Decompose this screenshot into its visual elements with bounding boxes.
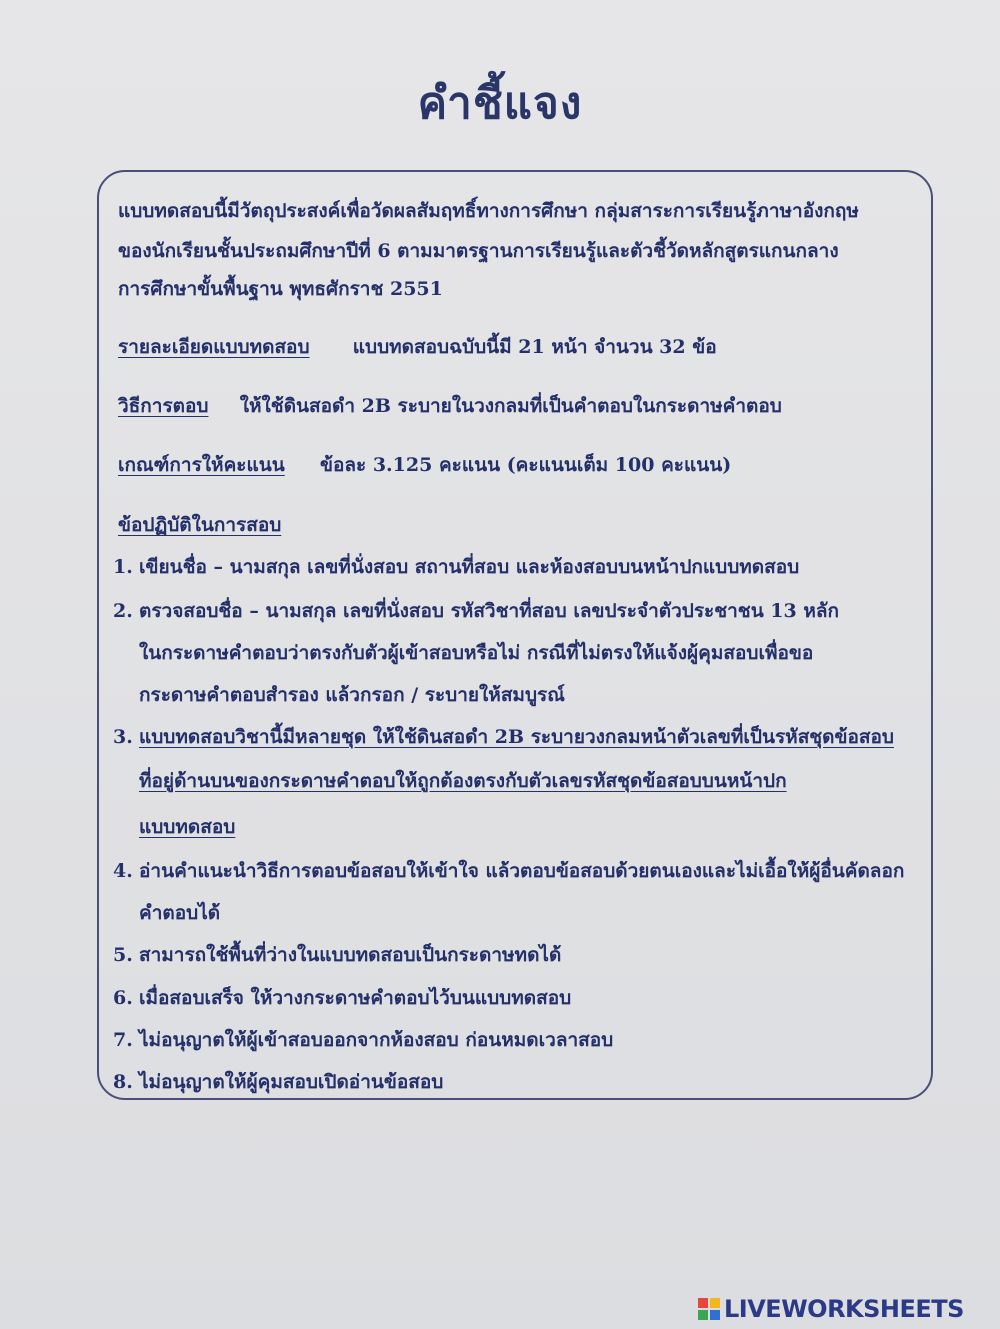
- rule-text: เขียนชื่อ – นามสกุล เลขที่นั่งสอบ สถานที่สอบ และห้องสอบบนหน้าปกแบบทดสอบ: [139, 556, 800, 578]
- logo-square: [698, 1298, 708, 1308]
- rule-text: ตรวจสอบชื่อ – นามสกุล เลขที่นั่งสอบ รหัสวิชาที่สอบ เลขประจำตัวประชาชน 13 หลัก: [139, 600, 840, 622]
- page-title: คำชี้แจง: [417, 78, 583, 129]
- rule-4: [113, 856, 904, 886]
- intro-line-3: การศึกษาขั้นพื้นฐาน พุทธศักราช 2551: [118, 278, 443, 300]
- details-label: รายละเอียดแบบทดสอบ: [118, 336, 310, 358]
- rule-3: [113, 722, 894, 752]
- rule-1: [113, 552, 799, 582]
- rule-2: [113, 596, 839, 626]
- intro-line-1: แบบทดสอบนี้มีวัตถุประสงค์เพื่อวัดผลสัมฤทธิ์ทางการศึกษา กลุ่มสาระการเรียนรู้ภาษาอังกฤษ: [118, 200, 859, 222]
- rule-text: อ่านคำแนะนำวิธีการตอบข้อสอบให้เข้าใจ แล้วตอบข้อสอบด้วยตนเองและไม่เอื้อให้ผู้อื่นคัดลอก: [139, 860, 905, 882]
- rule-text: เมื่อสอบเสร็จ ให้วางกระดาษคำตอบไว้บนแบบทดสอบ: [139, 987, 572, 1009]
- rule-5: [113, 940, 561, 970]
- details-text: แบบทดสอบฉบับนี้มี 21 หน้า จำนวน 32 ข้อ: [352, 336, 717, 358]
- rule-text: ไม่อนุญาตให้ผู้เข้าสอบออกจากห้องสอบ ก่อนหมดเวลาสอบ: [139, 1029, 614, 1051]
- method-text: ให้ใช้ดินสอดำ 2B ระบายในวงกลมที่เป็นคำตอบในกระดาษคำตอบ: [239, 395, 782, 417]
- rule-6: [113, 983, 571, 1013]
- scoring-label: เกณฑ์การให้คะแนน: [118, 454, 285, 476]
- method-row: [118, 391, 782, 421]
- rule-number: 6.: [113, 987, 133, 1009]
- logo-square: [710, 1310, 720, 1320]
- rule-text: สามารถใช้พื้นที่ว่างในแบบทดสอบเป็นกระดาษทดได้: [139, 944, 562, 966]
- rule-3-line-2: ที่อยู่ด้านบนของกระดาษคำตอบให้ถูกต้องตรงกับตัวเลขรหัสชุดข้อสอบบนหน้าปก: [139, 770, 787, 792]
- details-row: [118, 332, 717, 362]
- rule-number: 3.: [113, 726, 133, 748]
- watermark-text: LIVEWORKSHEETS: [724, 1295, 964, 1323]
- rule-number: 5.: [113, 944, 133, 966]
- rule-7: [113, 1025, 613, 1055]
- rule-4-line-2: คำตอบได้: [139, 902, 221, 924]
- rule-text: แบบทดสอบวิชานี้มีหลายชุด ให้ใช้ดินสอดำ 2B ระบายวงกลมหน้าตัวเลขที่เป็นรหัสชุดข้อสอบ: [139, 726, 894, 748]
- rules-heading: ข้อปฏิบัติในการสอบ: [118, 514, 282, 536]
- liveworksheets-logo-icon: [698, 1298, 720, 1320]
- method-label: วิธีการตอบ: [118, 395, 209, 417]
- scoring-row: [118, 450, 731, 480]
- rule-2-line-3: กระดาษคำตอบสำรอง แล้วกรอก / ระบายให้สมบูรณ์: [139, 684, 565, 706]
- logo-square: [698, 1310, 708, 1320]
- logo-square: [710, 1298, 720, 1308]
- liveworksheets-watermark[interactable]: [698, 1294, 964, 1324]
- rule-number: 8.: [113, 1071, 133, 1093]
- rule-number: 2.: [113, 600, 133, 622]
- rule-number: 7.: [113, 1029, 133, 1051]
- rule-2-line-2: ในกระดาษคำตอบว่าตรงกับตัวผู้เข้าสอบหรือไม่ กรณีที่ไม่ตรงให้แจ้งผู้คุมสอบเพื่อขอ: [139, 642, 814, 664]
- intro-line-2: ของนักเรียนชั้นประถมศึกษาปีที่ 6 ตามมาตรฐานการเรียนรู้และตัวชี้วัดหลักสูตรแกนกลาง: [118, 240, 839, 262]
- scoring-text: ข้อละ 3.125 คะแนน (คะแนนเต็ม 100 คะแนน): [319, 454, 732, 476]
- rule-3-line-3: แบบทดสอบ: [139, 816, 236, 838]
- rule-text: ไม่อนุญาตให้ผู้คุมสอบเปิดอ่านข้อสอบ: [139, 1071, 444, 1093]
- rule-8: [113, 1067, 443, 1097]
- rule-number: 1.: [113, 556, 133, 578]
- rule-number: 4.: [113, 860, 133, 882]
